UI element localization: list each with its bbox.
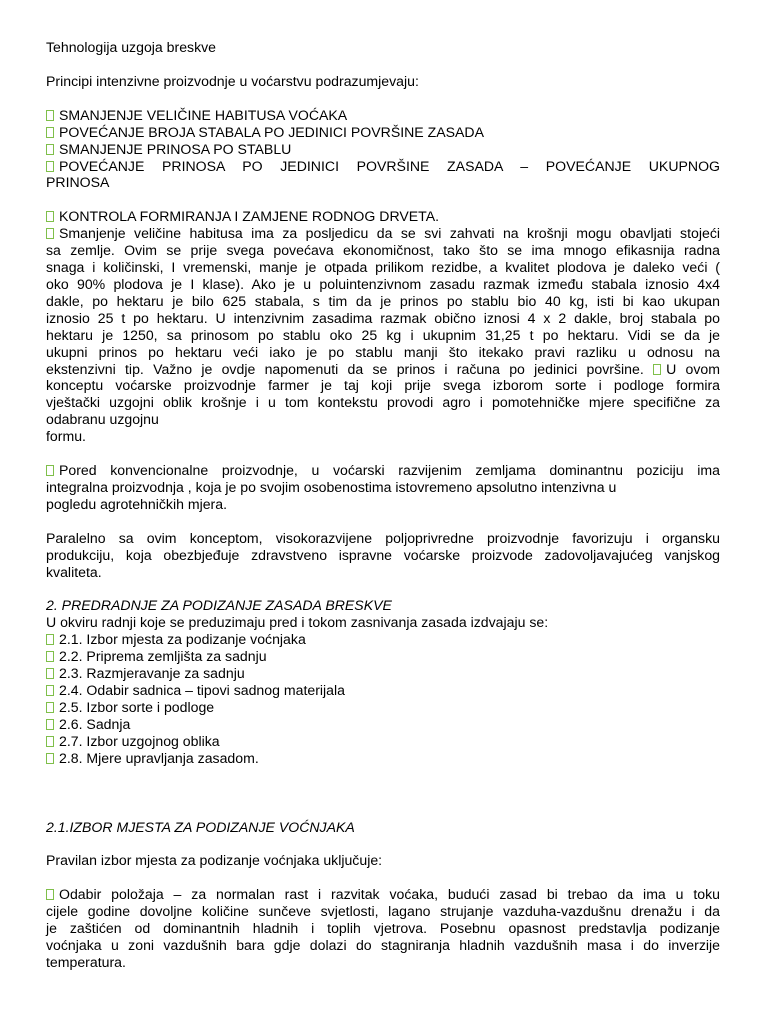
principle-item: KONTROLA FORMIRANJA I ZAMJENE RODNOG DRVETA.	[46, 208, 720, 225]
bullet-icon	[46, 702, 54, 713]
list-item: 2.6. Sadnja	[46, 716, 720, 733]
paragraph-line: Odabir položaja – za normalan rast i razvitak voćaka, budući zasad bi trebao da ima u toku	[46, 886, 720, 903]
list-item: 2.4. Odabir sadnica – tipovi sadnog materijala	[46, 682, 720, 699]
paragraph-line: snaga i količinski, I vremenski, manje je otpada prilikom rezidbe, a kvalitet plodova je daleko veći (	[46, 259, 720, 276]
list-item: 2.5. Izbor sorte i podloge	[46, 699, 720, 716]
paragraph-line: sa zemlje. Ovim se prije svega povećava ekonomičnost, tako što se ima mnogo efikasnija radna	[46, 242, 720, 259]
bullet-icon	[46, 144, 54, 155]
bullet-icon	[46, 110, 54, 121]
section-heading: 2.1.IZBOR MJESTA ZA PODIZANJE VOĆNJAKA	[46, 818, 355, 835]
list-item: 2.1. Izbor mjesta za podizanje voćnjaka	[46, 631, 720, 648]
bullet-icon	[46, 127, 54, 138]
section-heading: 2. PREDRADNJE ZA PODIZANJE ZASADA BRESKVE	[46, 597, 392, 614]
list-item: 2.3. Razmjeravanje za sadnju	[46, 665, 720, 682]
list-item: 2.2. Priprema zemljišta za sadnju	[46, 648, 720, 665]
bullet-icon	[46, 651, 54, 662]
paragraph-line: dakle, po hektaru je bilo 625 stabala, s tim da je prinos po stablu bio 40 kg, isti bi kao ukupan	[46, 292, 720, 309]
paragraph-line: produkciju, koja obezbjeđuje zdravstveno ispravne voćarske proizvode zadovoljavajućeg vanjskog	[46, 546, 720, 563]
paragraph-line: odabranu uzgojnu	[46, 411, 159, 428]
paragraph-line: formu.	[46, 428, 86, 445]
paragraph-line: konceptu voćarske proizvodnje farmer je taj koji prije svega izborom sorte i podloge formira	[46, 377, 720, 394]
paragraph-line: vještački uzgojni oblik krošnje i u tom kontekstu provodi agro i pomotehničke mjere specifične za	[46, 394, 720, 411]
paragraph-line: Paralelno sa ovim konceptom, visokorazvijene poljoprivredne proizvodnje favorizuju i organsku	[46, 529, 720, 546]
document-title: Tehnologija uzgoja breskve	[46, 39, 217, 55]
principle-item: SMANJENJE PRINOSA PO STABLU	[46, 141, 720, 158]
paragraph-line: hektaru je 1250, sa prinosom po stablu oko 25 kg i ukupnim 31,25 t po hektaru. Vidi se da je	[46, 326, 720, 343]
bullet-icon	[653, 364, 661, 375]
principle-item: POVEĆANJE BROJA STABALA PO JEDINICI POVRŠINE ZASADA	[46, 124, 720, 141]
bullet-icon	[46, 161, 54, 172]
bullet-icon	[46, 685, 54, 696]
bullet-icon	[46, 228, 54, 239]
bullet-icon	[46, 719, 54, 730]
section-intro: U okviru radnji koje se preduzimaju pred i tokom zasnivanja zasada izdvajaju se:	[46, 614, 549, 631]
bullet-icon	[46, 211, 54, 222]
paragraph-line: iznosio 25 t po hektaru. U intenzivnim zasadima razmak obično iznosi 4 x 2 dakle, broj stabala po	[46, 309, 720, 326]
bullet-icon	[46, 753, 54, 764]
paragraph-line: kvaliteta.	[46, 563, 102, 580]
paragraph-line: pogledu agrotehničkih mjera.	[46, 495, 227, 512]
paragraph-line: Pored konvencionalne proizvodnje, u voćarski razvijenim zemljama dominantnu poziciju ima	[46, 462, 720, 479]
paragraph-line: oko 90% plodova je I klase). Ako je u poluintenzivnom zasadu razmak između stabala iznosio 4x4	[46, 275, 720, 292]
bullet-icon	[46, 465, 54, 476]
section-intro: Pravilan izbor mjesta za podizanje voćnjaka uključuje:	[46, 852, 383, 869]
paragraph-line: voćnjaka u zoni vazdušnih bara gdje dolazi do stagniranja hladnih vazdušnih masa i do inverzije	[46, 937, 720, 954]
paragraph-line: Smanjenje veličine habitusa ima za posljedicu da se svi zahvati na krošnji mogu obavljati stojeći	[46, 225, 720, 242]
intro-text: Principi intenzivne proizvodnje u voćarstvu podrazumjevaju:	[46, 72, 419, 89]
bullet-icon	[46, 736, 54, 747]
paragraph-line: cijele godine dovoljne količine sunčeve svjetlosti, lagano strujanje vazduha-vazdušnu drenažu i da	[46, 903, 720, 920]
principle-item: POVEĆANJE PRINOSA PO JEDINICI POVRŠINE ZASADA – POVEĆANJE UKUPNOG	[46, 158, 720, 175]
paragraph-line: ukupni prinos po hektaru veći iako je po stablu manji što itekako pravi razliku u odnosu na	[46, 343, 720, 360]
bullet-icon	[46, 889, 54, 900]
list-item: 2.7. Izbor uzgojnog oblika	[46, 733, 720, 750]
list-item: 2.8. Mjere upravljanja zasadom.	[46, 750, 720, 767]
principle-item: SMANJENJE VELIČINE HABITUSA VOĆAKA	[46, 107, 720, 124]
paragraph-line: je zaštićen od dominantnih hladnih i toplih vjetrova. Posebnu opasnost predstavlja podizanje	[46, 920, 720, 937]
bullet-icon	[46, 634, 54, 645]
paragraph-line: temperatura.	[46, 953, 126, 970]
paragraph-line: integralna proizvodnja , koja je po svojim osobenostima istovremeno apsolutno intenzivna u	[46, 478, 617, 495]
principle-item-continuation: PRINOSA	[46, 174, 110, 191]
bullet-icon	[46, 668, 54, 679]
paragraph-line: ekstenzivni tip. Važno je ovdje napomenuti da se prinos i računa po jedinici površine. U ovom	[46, 360, 721, 377]
